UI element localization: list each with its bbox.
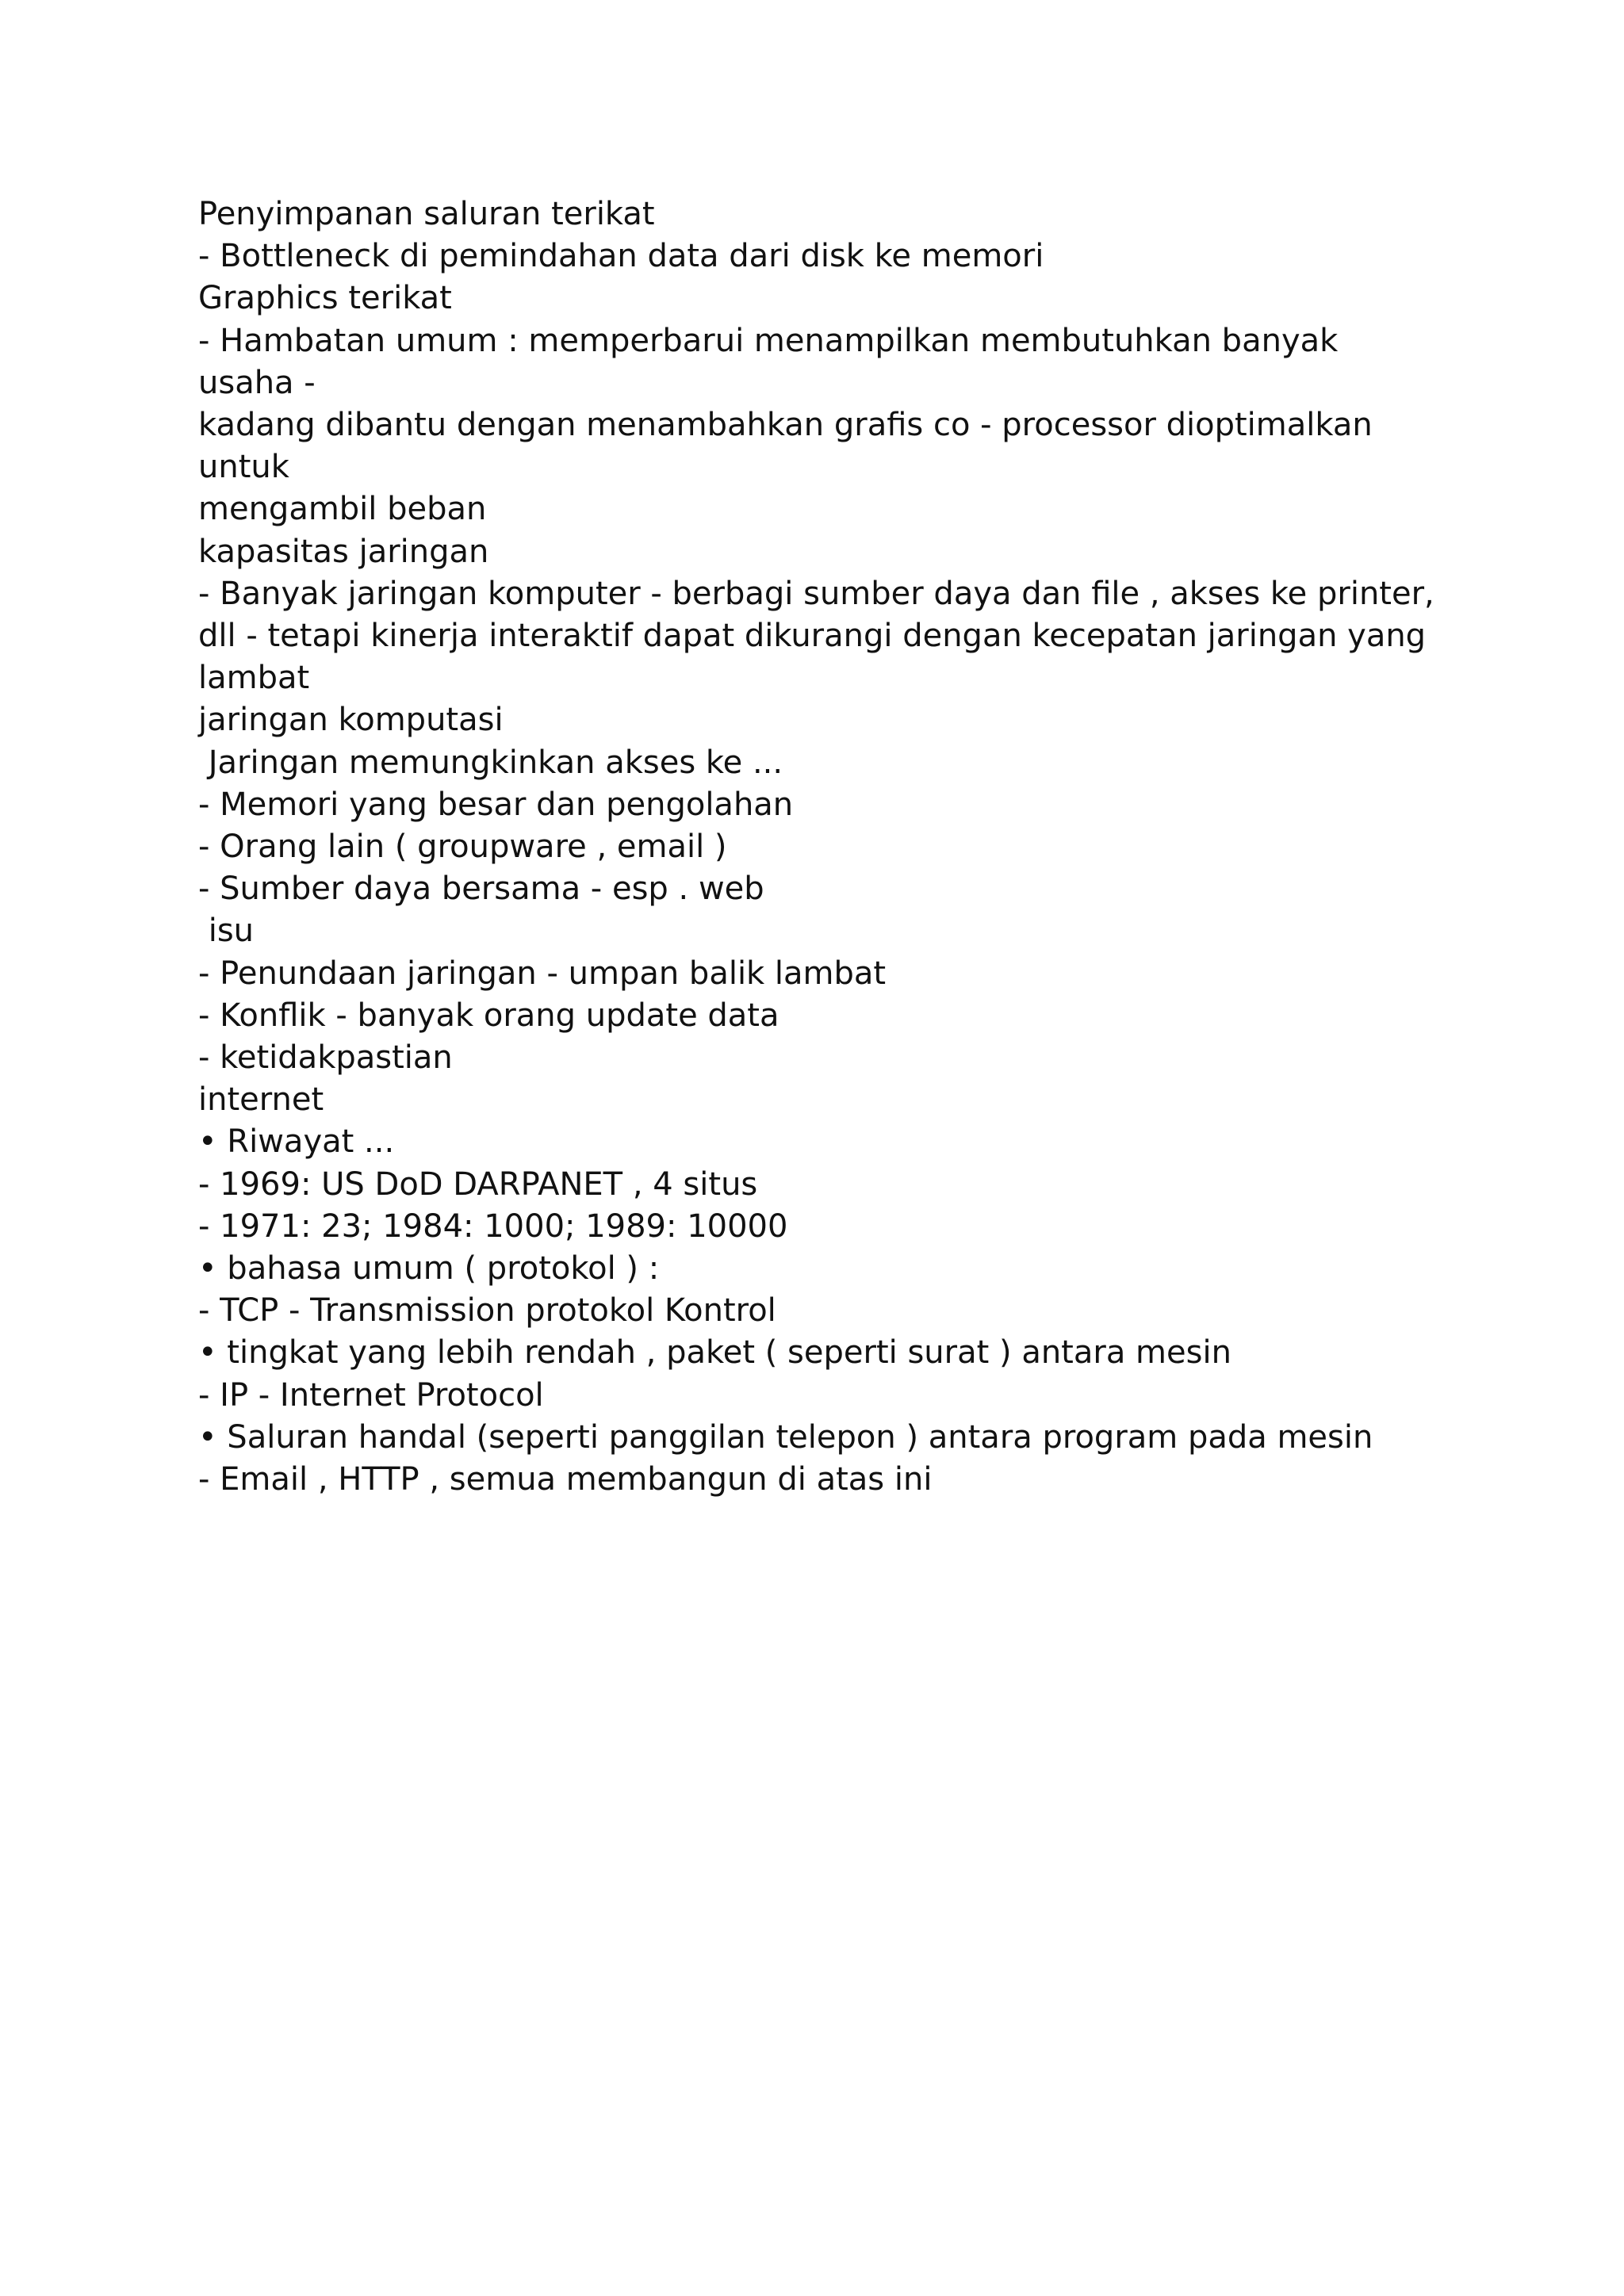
document-body bbox=[198, 193, 1435, 1501]
document-line: • Saluran handal (seperti panggilan telepon ) antara program pada mesin bbox=[198, 1418, 1373, 1456]
document-line: - ketidakpastian bbox=[198, 1039, 453, 1077]
document-line: - Penundaan jaringan - umpan balik lambat bbox=[198, 955, 887, 992]
document-line: kapasitas jaringan bbox=[198, 533, 489, 570]
document-line: - Hambatan umum : memperbarui menampilkan membutuhkan banyak usaha - bbox=[198, 322, 1349, 401]
document-line: - IP - Internet Protocol bbox=[198, 1376, 544, 1414]
document-line: - 1971: 23; 1984: 1000; 1989: 10000 bbox=[198, 1207, 788, 1245]
document-line: dll - tetapi kinerja interaktif dapat dikurangi dengan kecepatan jaringan yang bbox=[198, 618, 1427, 655]
document-line: internet bbox=[198, 1081, 324, 1119]
document-line: • bahasa umum ( protokol ) : bbox=[198, 1250, 660, 1288]
document-line: isu bbox=[198, 913, 255, 950]
document-line: Penyimpanan saluran terikat bbox=[198, 196, 655, 232]
document-line: kadang dibantu dengan menambahkan grafis co - processor dioptimalkan untuk bbox=[198, 407, 1383, 486]
document-line: - Orang lain ( groupware , email ) bbox=[198, 828, 727, 866]
document-line: lambat bbox=[198, 660, 310, 697]
document-line: • tingkat yang lebih rendah , paket ( seperti surat ) antara mesin bbox=[198, 1334, 1231, 1372]
document-line: - Sumber daya bersama - esp . web bbox=[198, 871, 764, 908]
document-line: - Memori yang besar dan pengolahan bbox=[198, 786, 794, 823]
document-line: - Konflik - banyak orang update data bbox=[198, 997, 779, 1034]
document-line: - Banyak jaringan komputer - berbagi sumber daya dan file , akses ke printer, bbox=[198, 575, 1434, 612]
document-line: jaringan komputasi bbox=[198, 702, 504, 739]
document-line: - TCP - Transmission protokol Kontrol bbox=[198, 1292, 776, 1330]
document-line: Jaringan memungkinkan akses ke ... bbox=[198, 744, 783, 781]
document-line: mengambil beban bbox=[198, 491, 487, 528]
document-line: - Email , HTTP , semua membangun di atas ini bbox=[198, 1461, 933, 1498]
document-line: - Bottleneck di pemindahan data dari disk ke memori bbox=[198, 238, 1044, 275]
document-line: Graphics terikat bbox=[198, 280, 452, 317]
document-line: • Riwayat ... bbox=[198, 1123, 395, 1161]
document-line: - 1969: US DoD DARPANET , 4 situs bbox=[198, 1165, 758, 1203]
